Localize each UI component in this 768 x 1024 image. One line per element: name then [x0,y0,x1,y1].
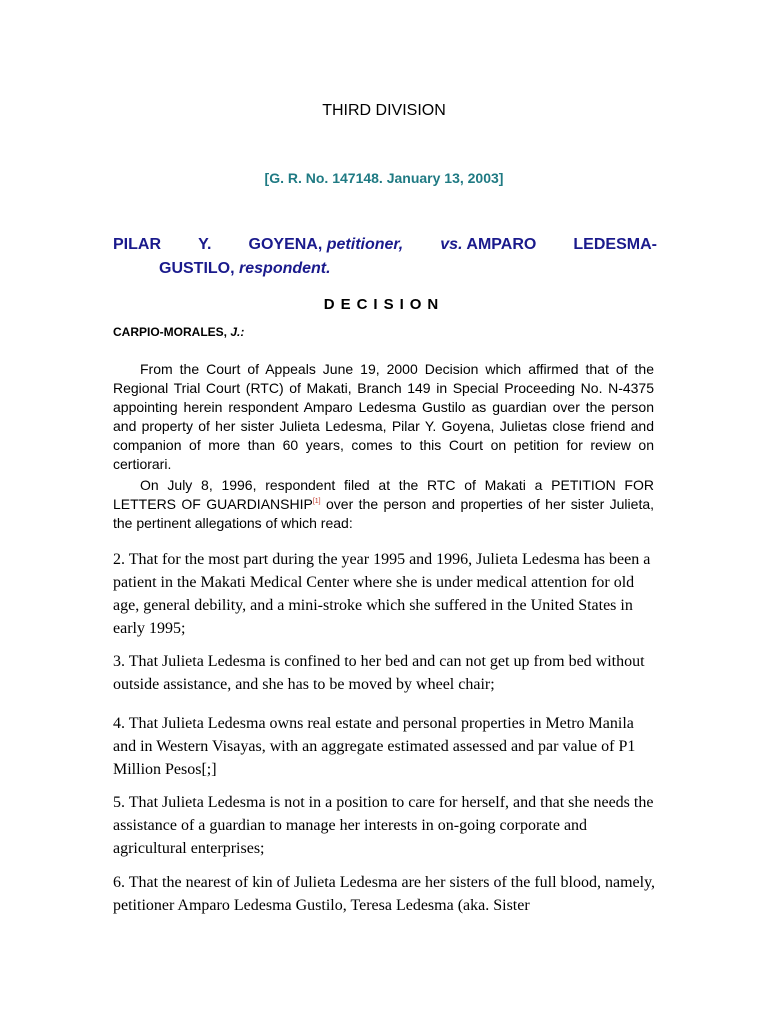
division-heading: THIRD DIVISION [322,102,446,119]
body-paragraph-1: From the Court of Appeals June 19, 2000 Decision which affirmed that of the Regional Trial Court (RTC) of Makati, Branch 149 in Special Proceeding No. N-4375 appointing herein respondent Amparo Ledesma Gustilo as guardian over the person and property of her sister Julieta Ledesma, Pilar Y. Goyena, Julietas close friend and companion of more than 60 years, comes to this Court on petition for review on certiorari. [113,361,654,472]
gr-number-heading: [G. R. No. 147148. January 13, 2003] [264,170,504,186]
respondent-first-name: AMPARO [466,236,537,253]
versus-label: vs. [440,236,463,253]
allegation-6: 6. That the nearest of kin of Julieta Ledesma are her sisters of the full blood, namely, petitioner Amparo Ledesma Gustilo, Teresa Ledesma (aka. Sister [113,874,656,914]
petitioner-role: petitioner, [326,236,404,253]
case-parties [113,233,657,281]
petitioner-surname-role [249,233,404,257]
allegation-2: 2. That for the most part during the year 1995 and 1996, Julieta Ledesma has been a patient in the Makati Medical Center where she is under medical attention for old age, general debility, and a mini-stroke which she suffered in the United States in early 1995; [113,551,651,637]
respondent-surname-part2: GUSTILO, [159,260,235,277]
parties-line-2 [113,257,657,281]
allegation-5: 5. That Julieta Ledesma is not in a position to care for herself, and that she needs the assistance of a guardian to manage her interests in on-going corporate and agricultural enterprises; [113,794,654,857]
allegation-4: 4. That Julieta Ledesma owns real estate and personal properties in Metro Manila and in Western Visayas, with an aggregate estimated assessed and par value of P1 Million Pesos[;] [113,715,636,778]
petitioner-first-name: PILAR [113,236,161,253]
paragraph-2-text-end: over the person and properties of her sister Julieta, the pertinent allegations of which read: [113,496,655,531]
petitioner-initial: Y. [198,236,212,253]
paragraph-2-text-start: On July 8, 1996, respondent filed at the RTC of Makati a PETITION FOR LETTERS OF GUARDIANSHIP [113,477,654,512]
body-paragraph-2 [113,476,654,533]
ponente-name: CARPIO-MORALES, [113,325,227,339]
versus-respondent [440,233,536,257]
decision-title: DECISION [323,296,445,313]
ponente [113,325,244,339]
allegation-3: 3. That Julieta Ledesma is confined to her bed and can not get up from bed without outside assistance, and she has to be moved by wheel chair; [113,653,645,693]
respondent-surname-part1: LEDESMA- [573,236,657,253]
parties-line-1 [113,233,657,257]
petitioner-surname: GOYENA, [248,236,323,253]
ponente-title: J.: [230,325,245,339]
respondent-role: respondent. [239,260,331,277]
footnote-1-link[interactable]: [1] [312,498,321,506]
